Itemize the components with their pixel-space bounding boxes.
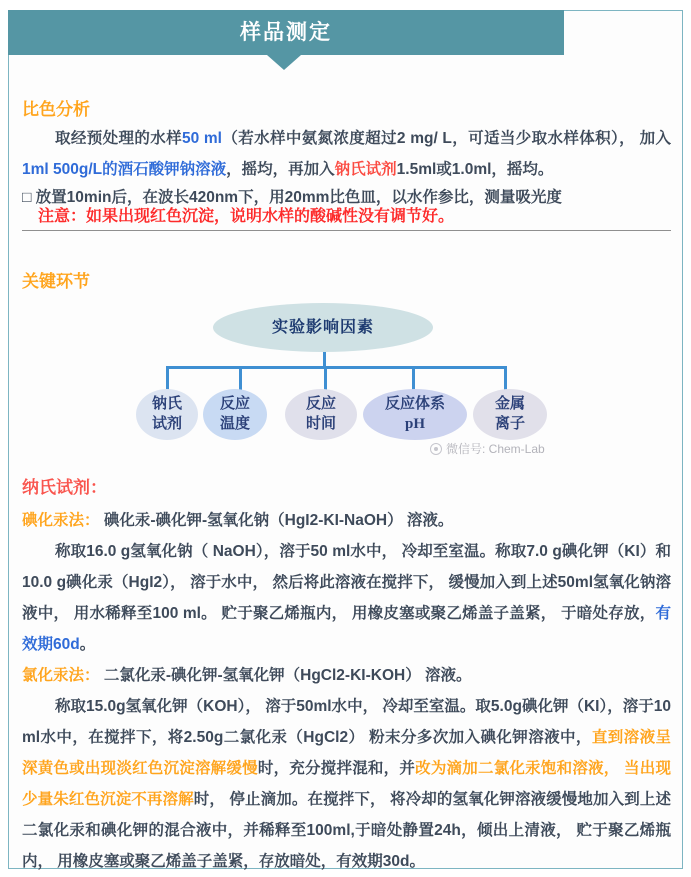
iodide-method-paragraph: 称取16.0 g氢氧化钠（ NaOH），溶于50 ml水中， 冷却至室温。称取7.0 g碘化钾（KI）和10.0 g碘化汞（HgI2）， 溶于水中， 然后将此溶液在搅拌下， 缓慢加入到上述50ml氢氧化钠溶液中， 用水稀释至100 ml。 贮于聚乙烯瓶内， 用橡皮塞或聚乙烯盖子盖紧， 于暗处存放，有效期60d。	[22, 543, 671, 653]
watermark-text: 微信号: Chem-Lab	[446, 442, 545, 456]
factor-label: 温度	[219, 416, 250, 432]
colorimetric-paragraph-2: □ 放置10min后，在波长420nm下，用20mm比色皿，以水作参比，测量吸光度	[22, 189, 562, 206]
chloride-method-line: 氯化汞法： 二氯化汞-碘化钾-氢氧化钾（HgCl2-KI-KOH） 溶液。	[22, 667, 472, 684]
connector-crossbar	[166, 366, 507, 369]
section-heading-key-steps: 关键环节	[22, 272, 90, 291]
factor-node-nessler-reagent	[136, 389, 198, 440]
banner-pointer-triangle	[267, 55, 301, 70]
diagram-root-node	[213, 303, 433, 352]
section-heading-colorimetric: 比色分析	[22, 100, 90, 119]
factor-label: 离子	[494, 416, 525, 432]
watermark	[430, 441, 545, 457]
colorimetric-paragraph-1: 取经预处理的水样50 ml（若水样中氨氮浓度超过2 mg/ L，可适当少取水样体积）， 加入1ml 500g/L的酒石酸钾钠溶液，摇均，再加入钠氏试剂1.5ml或1.0ml，摇均。	[22, 130, 671, 178]
diagram-root-label: 实验影响因素	[271, 319, 374, 336]
connector-drop-5	[504, 366, 507, 390]
connector-drop-4	[412, 366, 415, 390]
connector-drop-3	[324, 366, 327, 390]
factor-node-reaction-time	[285, 389, 357, 440]
warning-note: 注意：如果出现红色沉淀，说明水样的酸碱性没有调节好。	[22, 207, 671, 231]
connector-stem	[323, 352, 326, 367]
section-heading-nessler: 纳氏试剂：	[22, 478, 107, 497]
factor-label: 钠氏	[151, 396, 182, 412]
factor-node-system-ph	[363, 389, 467, 440]
factor-node-metal-ions	[473, 389, 547, 440]
factor-node-reaction-temperature	[203, 389, 267, 440]
factor-label: 时间	[305, 416, 336, 432]
connector-drop-2	[239, 366, 242, 390]
chem-lab-logo-icon	[430, 443, 442, 455]
header-banner	[8, 10, 564, 55]
factor-label: 反应	[219, 396, 250, 412]
factor-label: 反应	[305, 396, 336, 412]
factor-label: 反应体系	[384, 396, 445, 412]
article-frame	[8, 10, 683, 869]
chloride-method-paragraph: 称取15.0g氢氧化钾（KOH）， 溶于50ml水中， 冷却至室温。取5.0g碘化钾（KI），溶于10 ml水中，在搅拌下，将2.50g二氯化汞（HgCl2） 粉末分多次加入碘化钾溶液中，直到溶液呈深黄色或出现淡红色沉淀溶解缓慢时，充分搅拌混和，并改为滴加二氯化汞饱和溶液， 当出现少量朱红色沉淀不再溶解时， 停止滴加。在搅拌下， 将冷却的氢氧化钾溶液缓慢地加入到上述二氯化汞和碘化钾的混合液中，并稀释至100ml,于暗处静置24h，倾出上清液， 贮于聚乙烯瓶内， 用橡皮塞或聚乙烯盖子盖紧，存放暗处，有效期30d。	[22, 698, 671, 870]
factors-diagram	[9, 301, 682, 476]
page-title: 样品测定	[240, 21, 332, 44]
iodide-method-line: 碘化汞法： 碘化汞-碘化钾-氢氧化钠（HgI2-KI-NaOH） 溶液。	[22, 512, 454, 529]
factor-label: pH	[404, 416, 425, 432]
factor-label: 金属	[494, 396, 525, 412]
factor-label: 试剂	[151, 416, 182, 432]
connector-drop-1	[166, 366, 169, 390]
nessler-section	[22, 477, 671, 877]
